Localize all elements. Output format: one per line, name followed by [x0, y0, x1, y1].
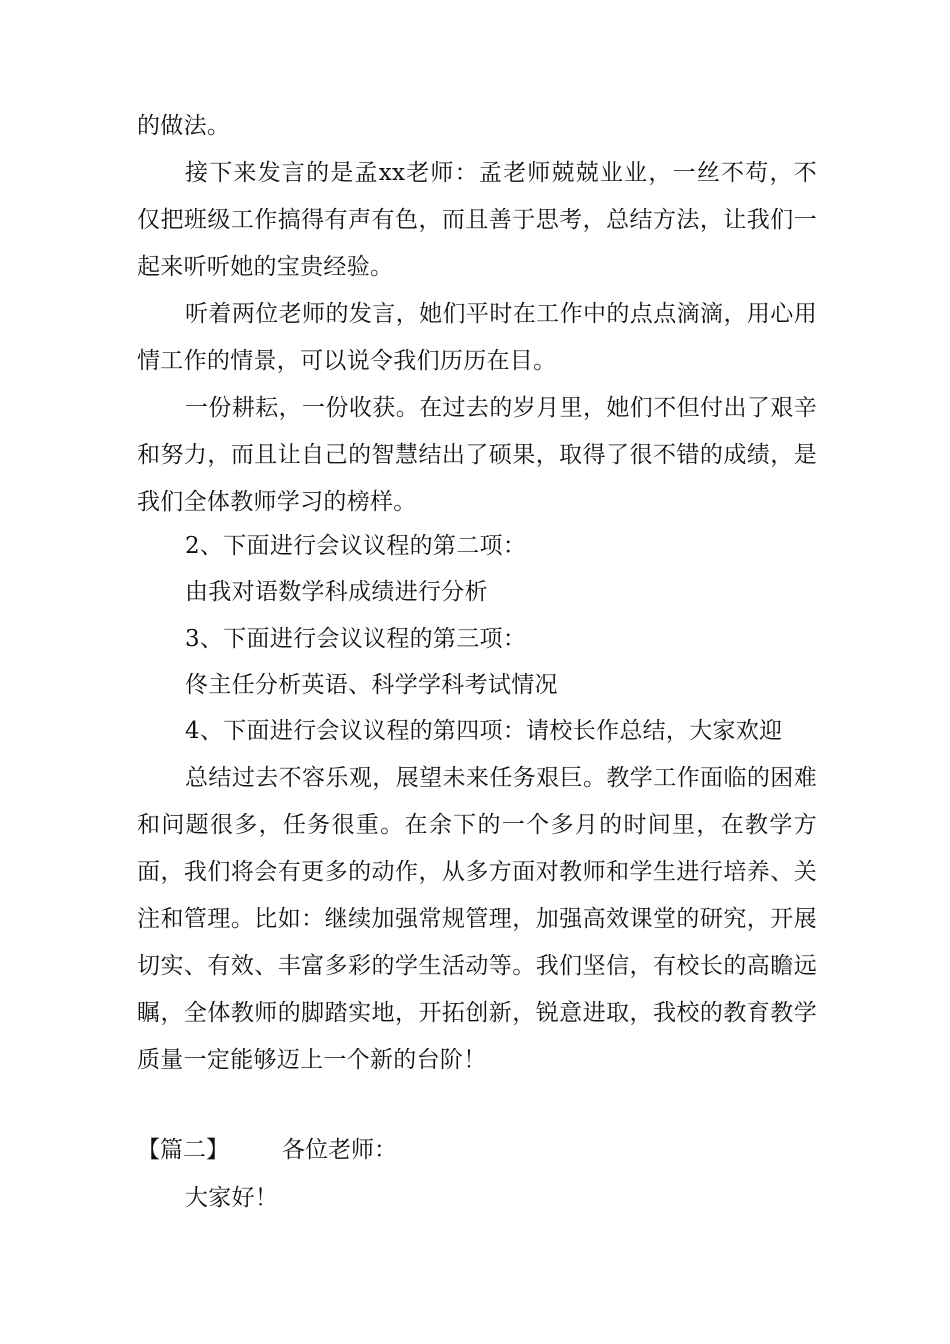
greeting: 大家好！: [185, 1185, 279, 1211]
paragraph-teacher-meng: 接下来发言的是孟xx老师：孟老师兢兢业业，一丝不苟，不仅把班级工作搞得有声有色，而且善于思考，总结方法，让我们一起来听听她的宝贵经验。: [137, 160, 817, 280]
section-heading: [137, 1127, 397, 1174]
paragraph-summary: 总结过去不容乐观，展望未来任务艰巨。教学工作面临的困难和问题很多，任务很重。在余下的一个多月的时间里，在教学方面，我们将会有更多的动作，从多方面对教师和学生进行培养、关注和管理。比如：继续加强常规管理，加强高效课堂的研究，开展切实、有效、丰富多彩的学生活动等。我们坚信，有校长的高瞻远瞩，全体教师的脚踏实地，开拓创新，锐意进取，我校的教育教学质量一定能够迈上一个新的台阶！: [137, 765, 817, 1073]
agenda-item-2: 2、下面进行会议议程的第二项：: [185, 533, 527, 559]
paragraph-harvest: 一份耕耘，一份收获。在过去的岁月里，她们不但付出了艰辛和努力，而且让自己的智慧结出了硕果，取得了很不错的成绩，是我们全体教师学习的榜样。: [137, 395, 817, 515]
agenda-item-3-detail: 佟主任分析英语、科学学科考试情况: [185, 672, 558, 698]
agenda-item-2-detail: 由我对语数学科成绩进行分析: [185, 579, 488, 605]
paragraph-continuation: 的做法。: [137, 113, 231, 139]
section-tag: 【篇二】: [137, 1137, 229, 1163]
salutation: 各位老师：: [282, 1137, 397, 1163]
agenda-item-4: 4、下面进行会议议程的第四项：请校长作总结，大家欢迎: [185, 718, 783, 744]
paragraph-listening: 听着两位老师的发言，她们平时在工作中的点点滴滴，用心用情工作的情景，可以说令我们历历在目。: [137, 301, 817, 374]
agenda-item-3: 3、下面进行会议议程的第三项：: [185, 626, 527, 652]
